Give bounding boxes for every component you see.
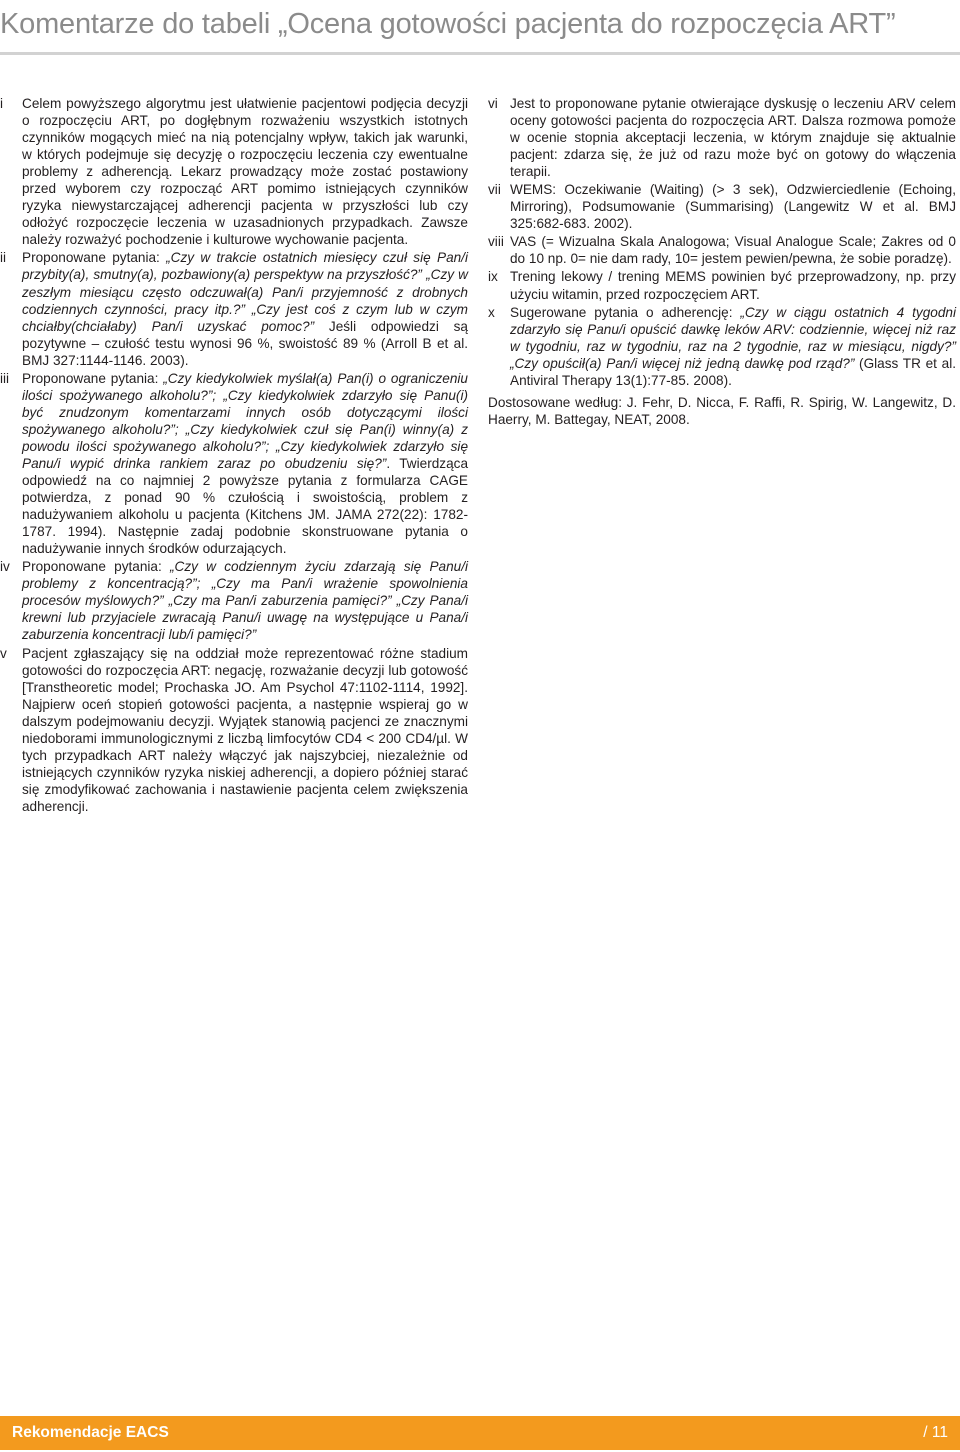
note-text (510, 304, 956, 389)
note-number: v (0, 645, 7, 661)
note-question: „Czy w codziennym życiu zdarzają się Panu/i problemy z koncentracją?”; „Czy ma Pan/i wrażenie spowolnienia procesów myślowych?” „Czy ma Pan/i zaburzenia pamięci?” „Czy Pana/i krewni lub przyjaciele zwracają Panu/i uwagę na występujące u Pana/i zaburzenia koncentracji lub/i pamięci?” (22, 559, 468, 643)
notes-list-right (488, 95, 956, 389)
page-title: Komentarze do tabeli „Ocena gotowości pacjenta do rozpoczęcia ART” (0, 8, 896, 40)
note-text-fragment: WEMS: Oczekiwanie (Waiting) (> 3 sek), Odzwierciedlenie (Echoing, Mirroring), Podsumowanie (Summarising) (Langewitz W et al. BMJ 325:682-683. 2002). (510, 182, 956, 232)
note-text-fragment: Pacjent zgłaszający się na oddział może reprezentować różne stadium gotowości do rozpoczęcia ART: negację, rozważanie decyzji lub gotowość [Transtheoretic model; Prochaska JO. Am Psychol 47:1102-1114, 1992]. Najpierw oceń stopień gotowości pacjenta, a następnie wspieraj go w dalszym podejmowaniu decyzji. Wyjątek stanowią pacjenci ze znacznymi niedoborami immunologicznymi z liczbą limfocytów CD4 < 200 CD4/µl. W tych przypadkach ART należy włączyć jak najszybciej, niezależnie od istniejących czynników ryzyka niskiej adherencji, a dopiero później starać się zmodyfikować zachowania i nastawienie pacjenta celem zwiększenia adherencji. (22, 645, 468, 814)
note-text-fragment: Sugerowane pytania o adherencję: (510, 304, 741, 320)
note-text (510, 181, 956, 232)
note-item (0, 95, 468, 248)
note-item (488, 95, 956, 180)
note-text (22, 645, 468, 815)
note-text (510, 95, 956, 180)
note-item (488, 233, 956, 267)
note-text (22, 370, 468, 558)
note-text-fragment: Jest to proponowane pytanie otwierające dyskusję o leczeniu ARV celem oceny gotowości pacjenta do rozpoczęcia ART. Dalsza rozmowa pomoże w ocenie stopnia akceptacji leczenia, w którym znajduje się aktualnie pacjent: zdarza się, że już od razu może być on gotowy do włączenia terapii. (510, 96, 956, 180)
note-item (0, 249, 468, 368)
note-item (0, 645, 468, 815)
note-text (22, 558, 468, 643)
note-question: „Czy w ciągu ostatnich 4 tygodni zdarzyło się Panu/i opuścić dawkę leków ARV: codziennie, więcej niż raz w tygodniu, raz w tygodniu, raz na 2 tygodnie, raz w miesiącu, nigdy?” „Czy opuścił(a) Pan/i więcej niż jedną dawkę pod rząd?” (510, 304, 956, 371)
note-text-fragment: Celem powyższego algorytmu jest ułatwienie pacjentowi podjęcia decyzji o rozpoczęciu ART, po dogłębnym rozważeniu wszystkich istotnych czynników mogących mieć na nią potencjalny wpływ, takich jak warunki, w których podejmuje się decyzję o rozpoczęciu leczenia czy ewentualne problemy z adherencją. Lekarz prowadzący może zostać postawiony przed wyborem czy rozpocząć ART pomimo istniejących czynników ryzyka niewystarczającej adherencji pacjenta w przyszłości lub czy odłożyć rozpoczęcie leczenia w uzasadnionych przypadkach. Zawsze należy rozważyć pochodzenie i kulturowe wychowanie pacjenta. (22, 96, 468, 248)
note-text-fragment: Jeśli odpowiedzi są pozytywne – czułość testu wynosi 96 %, swoistość 89 % (Arroll B et al. BMJ 327:1144-1146. 2003). (22, 318, 468, 368)
note-number: ix (488, 269, 498, 285)
note-number: vii (488, 182, 501, 198)
note-text-fragment: (Glass TR et al. Antiviral Therapy 13(1):77-85. 2008). (510, 355, 956, 388)
note-text-fragment: Proponowane pytania: (22, 250, 167, 266)
note-item (488, 304, 956, 389)
note-text (22, 249, 468, 368)
note-number: i (0, 96, 4, 111)
note-text-fragment: Trening lekowy / trening MEMS powinien być przeprowadzony, np. przy użyciu witamin, przed rozpoczęciem ART. (510, 269, 956, 302)
note-item (488, 181, 956, 232)
note-question: „Czy w trakcie ostatnich miesięcy czuł się Pan/i przybity(a), smutny(a), pozbawiony(a) perspektyw na przyszłość?” „Czy w zeszłym miesiącu często odczuwał(a) Pan/i przyjemność z drobnych codziennych czynności, pracy itp.?” „Czy jest coś z czym lub w czym chciałby(chciałaby) Pan/i uzyskać pomoc?” (22, 250, 468, 334)
note-number: vi (488, 96, 498, 111)
note-item (0, 558, 468, 643)
note-number: iii (0, 370, 10, 386)
notes-column-right (488, 95, 956, 428)
note-text-fragment: Proponowane pytania: (22, 559, 170, 575)
note-text-fragment: Proponowane pytania: (22, 370, 164, 386)
page-number: / 11 (923, 1424, 948, 1441)
note-number: viii (488, 234, 504, 250)
note-text (22, 95, 468, 248)
note-number: iv (0, 559, 10, 575)
note-number: x (488, 304, 495, 320)
footer-bar (0, 1416, 960, 1450)
note-number: ii (0, 250, 7, 266)
note-item (0, 370, 468, 558)
note-text (510, 233, 956, 267)
header-divider (0, 52, 960, 55)
note-text-fragment: VAS (= Wizualna Skala Analogowa; Visual Analogue Scale; Zakres od 0 do 10 np. 0= nie dam rady, 10= jestem pewien/pewna, że sobie poradzę). (510, 234, 956, 267)
note-question: „Czy kiedykolwiek myślał(a) Pan(i) o ograniczeniu ilości spożywanego alkoholu?”; „Czy kiedykolwiek zdarzyło się Panu(i) być znudzonym komentarzami innych osób dotyczącymi ilości spożywanego alkoholu?”; „Czy kiedykolwiek czuł się Pan(i) winny(a) z powodu ilości spożywanego alkoholu?”; „Czy kiedykolwiek zdarzyło się Panu/i wypić drinka rankiem zaraz po obudzeniu się?” (22, 370, 468, 471)
note-item (488, 268, 956, 302)
footer-label: Rekomendacje EACS (12, 1424, 169, 1441)
notes-column-left (0, 95, 468, 816)
note-text-fragment: . Twierdząca odpowiedź na co najmniej 2 powyższe pytania z formularza CAGE potwierdza, z ponad 90 % czułością i swoistością, problem z nadużywaniem alkoholu u pacjenta (Kitchens JM. JAMA 272(22): 1782-1787. 1994). Następnie zadaj podobnie skonstruowane pytania o nadużywanie innych środków odurzających. (22, 455, 468, 557)
note-text (510, 268, 956, 302)
source-citation: Dostosowane według: J. Fehr, D. Nicca, F. Raffi, R. Spirig, W. Langewitz, D. Haerry, M. Battegay, NEAT, 2008. (488, 394, 956, 427)
